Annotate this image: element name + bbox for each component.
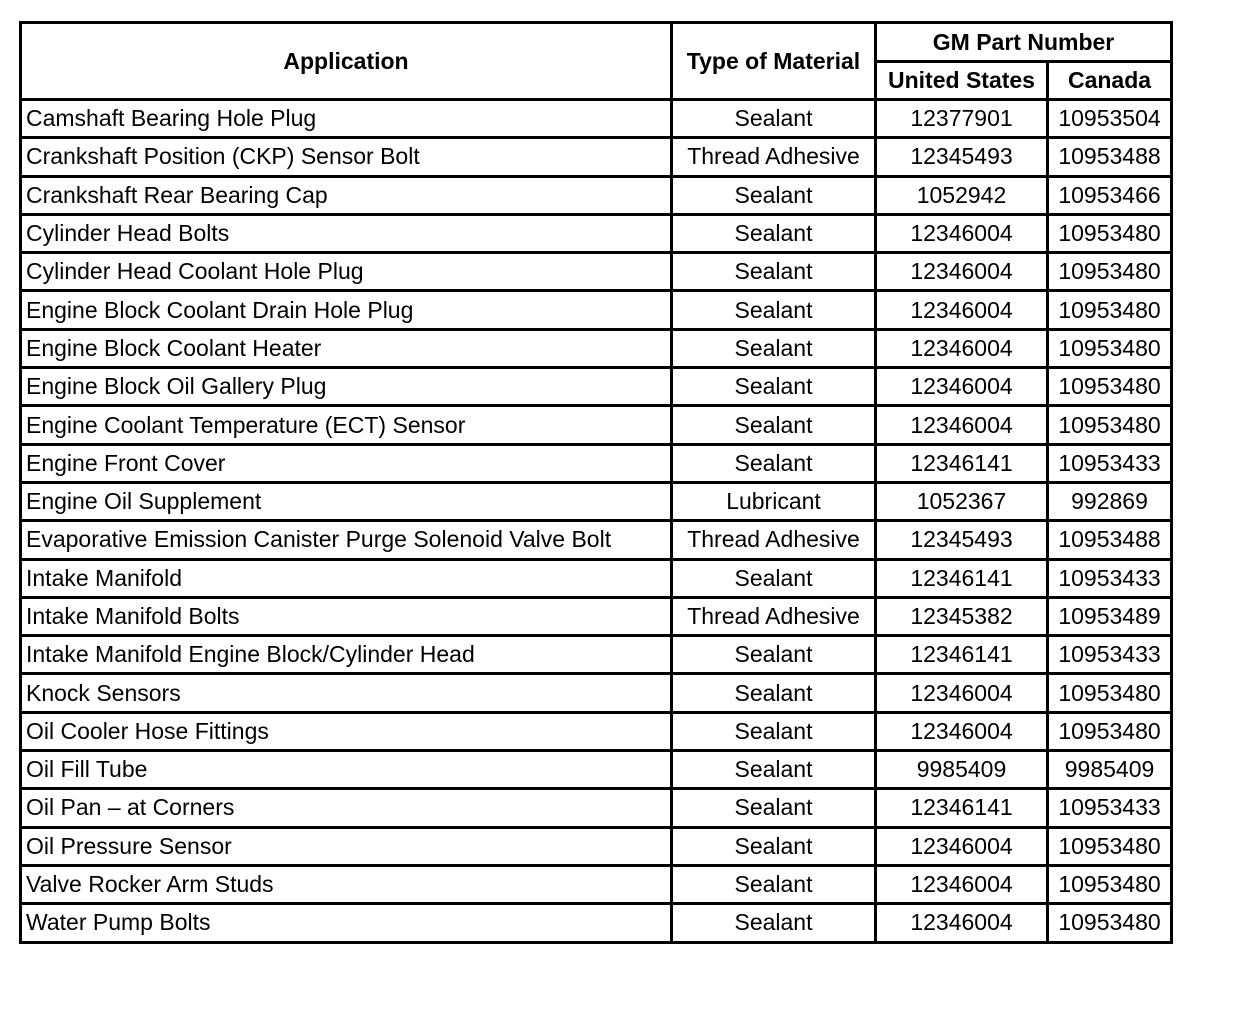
cell-canada-part-number: 10953480 xyxy=(1048,865,1172,903)
cell-us-part-number: 12377901 xyxy=(876,100,1048,138)
table-header xyxy=(21,23,1172,100)
table-row xyxy=(21,253,1172,291)
cell-material: Sealant xyxy=(672,291,876,329)
cell-us-part-number: 12346141 xyxy=(876,444,1048,482)
cell-application: Oil Fill Tube xyxy=(21,751,672,789)
cell-application: Crankshaft Position (CKP) Sensor Bolt xyxy=(21,138,672,176)
header-gm-part-number: GM Part Number xyxy=(876,23,1172,62)
cell-material: Sealant xyxy=(672,214,876,252)
table-row xyxy=(21,214,1172,252)
cell-canada-part-number: 10953480 xyxy=(1048,329,1172,367)
cell-us-part-number: 12345493 xyxy=(876,521,1048,559)
cell-material: Sealant xyxy=(672,636,876,674)
cell-application: Intake Manifold Engine Block/Cylinder Head xyxy=(21,636,672,674)
table-row xyxy=(21,827,1172,865)
table-row xyxy=(21,406,1172,444)
cell-us-part-number: 12346004 xyxy=(876,253,1048,291)
table-row xyxy=(21,789,1172,827)
cell-canada-part-number: 10953489 xyxy=(1048,597,1172,635)
table-body xyxy=(21,100,1172,943)
cell-application: Water Pump Bolts xyxy=(21,904,672,942)
cell-application: Engine Front Cover xyxy=(21,444,672,482)
table-row xyxy=(21,329,1172,367)
table-row xyxy=(21,291,1172,329)
cell-canada-part-number: 9985409 xyxy=(1048,751,1172,789)
cell-material: Thread Adhesive xyxy=(672,138,876,176)
cell-material: Lubricant xyxy=(672,482,876,520)
cell-application: Evaporative Emission Canister Purge Solenoid Valve Bolt xyxy=(21,521,672,559)
cell-us-part-number: 12346004 xyxy=(876,674,1048,712)
cell-canada-part-number: 10953480 xyxy=(1048,712,1172,750)
cell-application: Oil Pressure Sensor xyxy=(21,827,672,865)
parts-table xyxy=(19,21,1173,944)
cell-us-part-number: 12346004 xyxy=(876,214,1048,252)
cell-material: Sealant xyxy=(672,865,876,903)
cell-material: Sealant xyxy=(672,253,876,291)
cell-canada-part-number: 10953488 xyxy=(1048,521,1172,559)
cell-canada-part-number: 10953480 xyxy=(1048,368,1172,406)
cell-us-part-number: 12346004 xyxy=(876,368,1048,406)
cell-application: Engine Coolant Temperature (ECT) Sensor xyxy=(21,406,672,444)
table-row xyxy=(21,368,1172,406)
header-material: Type of Material xyxy=(672,23,876,100)
cell-application: Oil Pan – at Corners xyxy=(21,789,672,827)
header-canada: Canada xyxy=(1048,62,1172,100)
cell-canada-part-number: 10953480 xyxy=(1048,827,1172,865)
table-row xyxy=(21,712,1172,750)
table-row xyxy=(21,904,1172,942)
cell-application: Engine Oil Supplement xyxy=(21,482,672,520)
cell-material: Sealant xyxy=(672,789,876,827)
cell-canada-part-number: 10953433 xyxy=(1048,559,1172,597)
cell-application: Camshaft Bearing Hole Plug xyxy=(21,100,672,138)
cell-canada-part-number: 10953504 xyxy=(1048,100,1172,138)
cell-us-part-number: 12346141 xyxy=(876,636,1048,674)
cell-canada-part-number: 10953466 xyxy=(1048,176,1172,214)
cell-material: Sealant xyxy=(672,329,876,367)
cell-application: Crankshaft Rear Bearing Cap xyxy=(21,176,672,214)
cell-us-part-number: 12346141 xyxy=(876,559,1048,597)
table-row xyxy=(21,674,1172,712)
cell-material: Sealant xyxy=(672,100,876,138)
cell-canada-part-number: 10953480 xyxy=(1048,214,1172,252)
cell-canada-part-number: 10953480 xyxy=(1048,904,1172,942)
table-row xyxy=(21,597,1172,635)
cell-application: Intake Manifold xyxy=(21,559,672,597)
cell-application: Cylinder Head Bolts xyxy=(21,214,672,252)
cell-application: Valve Rocker Arm Studs xyxy=(21,865,672,903)
cell-material: Sealant xyxy=(672,176,876,214)
table-row xyxy=(21,521,1172,559)
cell-material: Sealant xyxy=(672,674,876,712)
cell-us-part-number: 12346004 xyxy=(876,827,1048,865)
table-row xyxy=(21,444,1172,482)
cell-material: Sealant xyxy=(672,904,876,942)
cell-application: Intake Manifold Bolts xyxy=(21,597,672,635)
cell-canada-part-number: 10953488 xyxy=(1048,138,1172,176)
cell-material: Sealant xyxy=(672,406,876,444)
cell-material: Sealant xyxy=(672,559,876,597)
cell-us-part-number: 12345493 xyxy=(876,138,1048,176)
cell-us-part-number: 12346004 xyxy=(876,865,1048,903)
header-united-states: United States xyxy=(876,62,1048,100)
cell-material: Sealant xyxy=(672,712,876,750)
cell-material: Thread Adhesive xyxy=(672,521,876,559)
cell-us-part-number: 12346004 xyxy=(876,406,1048,444)
cell-canada-part-number: 10953480 xyxy=(1048,291,1172,329)
cell-material: Thread Adhesive xyxy=(672,597,876,635)
table-row xyxy=(21,751,1172,789)
cell-canada-part-number: 10953433 xyxy=(1048,789,1172,827)
cell-material: Sealant xyxy=(672,444,876,482)
cell-application: Engine Block Oil Gallery Plug xyxy=(21,368,672,406)
table-row xyxy=(21,176,1172,214)
cell-application: Engine Block Coolant Drain Hole Plug xyxy=(21,291,672,329)
cell-us-part-number: 12346004 xyxy=(876,329,1048,367)
cell-us-part-number: 1052942 xyxy=(876,176,1048,214)
cell-canada-part-number: 10953480 xyxy=(1048,406,1172,444)
cell-canada-part-number: 10953480 xyxy=(1048,674,1172,712)
cell-material: Sealant xyxy=(672,368,876,406)
table-row xyxy=(21,636,1172,674)
cell-us-part-number: 12346141 xyxy=(876,789,1048,827)
cell-application: Engine Block Coolant Heater xyxy=(21,329,672,367)
table-row xyxy=(21,865,1172,903)
cell-us-part-number: 12346004 xyxy=(876,904,1048,942)
cell-us-part-number: 12346004 xyxy=(876,291,1048,329)
cell-application: Cylinder Head Coolant Hole Plug xyxy=(21,253,672,291)
cell-us-part-number: 1052367 xyxy=(876,482,1048,520)
cell-canada-part-number: 10953433 xyxy=(1048,636,1172,674)
cell-canada-part-number: 10953433 xyxy=(1048,444,1172,482)
cell-us-part-number: 9985409 xyxy=(876,751,1048,789)
cell-us-part-number: 12346004 xyxy=(876,712,1048,750)
table-row xyxy=(21,559,1172,597)
table-row xyxy=(21,100,1172,138)
cell-application: Knock Sensors xyxy=(21,674,672,712)
cell-canada-part-number: 992869 xyxy=(1048,482,1172,520)
cell-material: Sealant xyxy=(672,751,876,789)
table-row xyxy=(21,482,1172,520)
header-application: Application xyxy=(21,23,672,100)
table-row xyxy=(21,138,1172,176)
cell-application: Oil Cooler Hose Fittings xyxy=(21,712,672,750)
cell-canada-part-number: 10953480 xyxy=(1048,253,1172,291)
cell-material: Sealant xyxy=(672,827,876,865)
cell-us-part-number: 12345382 xyxy=(876,597,1048,635)
